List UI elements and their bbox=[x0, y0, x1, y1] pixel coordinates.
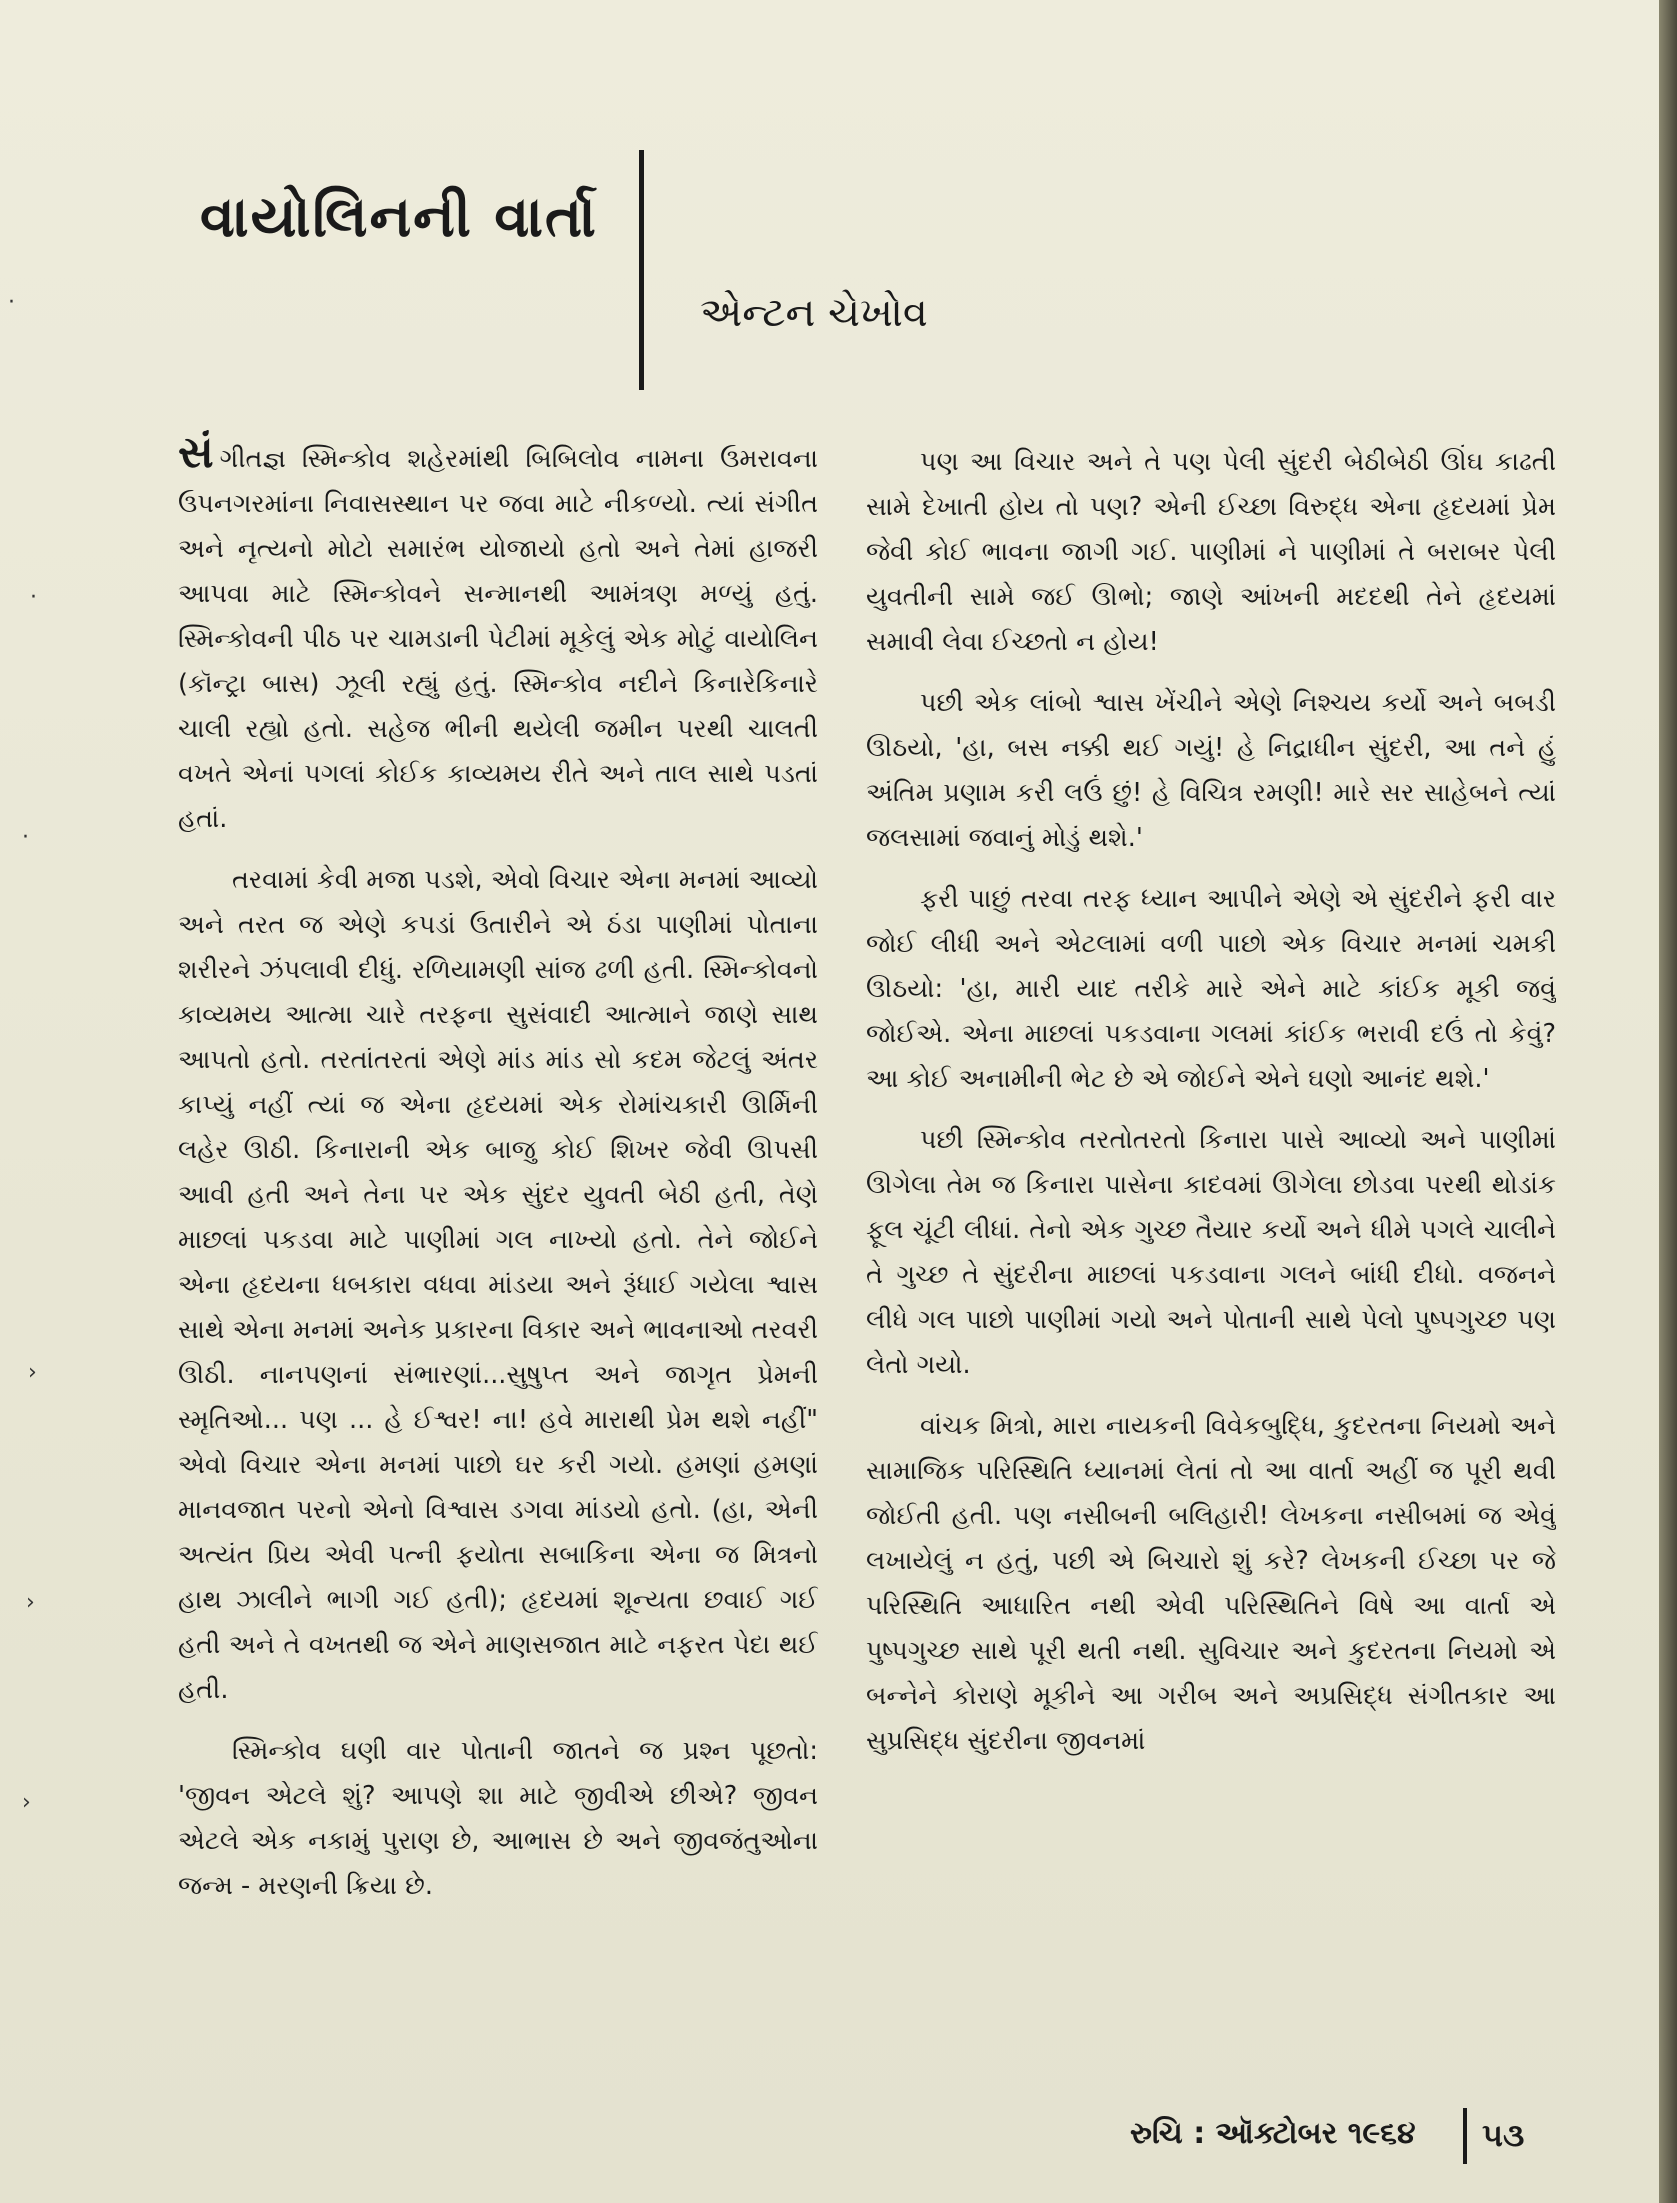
page-number: ૫૩ bbox=[1482, 2116, 1525, 2154]
left-column bbox=[178, 430, 818, 2050]
paragraph: તરવામાં કેવી મજા પડશે, એવો વિચાર એના મનમાં આવ્યો અને તરત જ એણે કપડાં ઉતારીને એ ઠંડા પાણીમાં પોતાના શરીરને ઝંપલાવી દીધું. રળિયામણી સાંજ ઢળી હતી. સ્મિન્કોવનો કાવ્યમય આત્મા ચારે તરફના સુસંવાદી આત્માને જાણે સાથ આપતો હતો. તરતાંતરતાં એણે માંડ માંડ સો કદમ જેટલું અંતર કાપ્યું નહીં ત્યાં જ એના હૃદયમાં એક રોમાંચકારી ઊર્મિની લહેર ઊઠી. કિનારાની એક બાજુ કોઈ શિખર જેવી ઊપસી આવી હતી અને તેના પર એક સુંદર યુવતી બેઠી હતી, તેણે માછલાં પકડવા માટે પાણીમાં ગલ નાખ્યો હતો. તેને જોઈને એના હૃદયના ધબકારા વધવા માંડયા અને રૂંધાઈ ગયેલા શ્વાસ સાથે એના મનમાં અનેક પ્રકારના વિકાર અને ભાવનાઓ તરવરી ઊઠી. નાનપણનાં સંભારણાં...સુષુપ્ત અને જાગૃત પ્રેમની સ્મૃતિઓ... પણ ... હે ઈશ્વર! ના! હવે મારાથી પ્રેમ થશે નહીં" એવો વિચાર એના મનમાં પાછો ઘર કરી ગયો. હમણાં હમણાં માનવજાત પરનો એનો વિશ્વાસ ડગવા માંડયો હતો. (હા, એની અત્યંત પ્રિય એવી પત્ની ફયોતા સબાકિના એના જ મિત્રનો હાથ ઝાલીને ભાગી ગઈ હતી); હૃદયમાં શૂન્યતા છવાઈ ગઈ હતી અને તે વખતથી જ એને માણસજાત માટે નફરત પેદા થઈ હતી. bbox=[178, 865, 818, 1705]
binding-mark: · bbox=[8, 290, 15, 315]
paragraph: ફરી પાછું તરવા તરફ ધ્યાન આપીને એણે એ સુંદરીને ફરી વાર જોઈ લીધી અને એટલામાં વળી પાછો એક વિચાર મનમાં ચમકી ઊઠયો: 'હા, મારી યાદ તરીકે મારે એને માટે કાંઈક મૂકી જવું જોઈએ. એના માછલાં પકડવાના ગલમાં કાંઈક ભરાવી દઉં તો કેવું? આ કોઈ અનામીની ભેટ છે એ જોઈને એને ઘણો આનંદ થશે.' bbox=[866, 884, 1556, 1094]
binding-mark: · bbox=[30, 585, 37, 610]
paragraph: સ્મિન્કોવ ઘણી વાર પોતાની જાતને જ પ્રશ્ન પૂછતો: 'જીવન એટલે શું? આપણે શા માટે જીવીએ છીએ? જીવન એટલે એક નકામું પુરાણ છે, આભાસ છે અને જીવજંતુઓના જન્મ - મરણની ક્રિયા છે. bbox=[178, 1736, 818, 1901]
title-divider bbox=[639, 150, 644, 390]
paragraph: વાંચક મિત્રો, મારા નાયકની વિવેકબુદ્ધિ, કુદરતના નિયમો અને સામાજિક પરિસ્થિતિ ધ્યાનમાં લેતાં તો આ વાર્તા અહીં જ પૂરી થવી જોઈતી હતી. પણ નસીબની બલિહારી! લેખકના નસીબમાં જ એવું લખાયેલું ન હતું, પછી એ બિચારો શું કરે? લેખકની ઈચ્છા પર જે પરિસ્થિતિ આધારિત નથી એવી પરિસ્થિતિને વિષે આ વાર્તા એ પુષ્પગુચ્છ સાથે પૂરી થતી નથી. સુવિચાર અને કુદરતના નિયમો એ બન્નેને કોરાણે મૂકીને આ ગરીબ અને અપ્રસિદ્ધ સંગીતકાર આ સુપ્રસિદ્ધ સુંદરીના જીવનમાં bbox=[866, 1411, 1556, 1756]
paragraph: પણ આ વિચાર અને તે પણ પેલી સુંદરી બેઠીબેઠી ઊંઘ કાઢતી સામે દેખાતી હોય તો પણ? એની ઈચ્છા વિરુદ્ધ એના હૃદયમાં પ્રેમ જેવી કોઈ ભાવના જાગી ગઈ. પાણીમાં ને પાણીમાં તે બરાબર પેલી યુવતીની સામે જઈ ઊભો; જાણે આંખની મદદથી તેને હૃદયમાં સમાવી લેવા ઈચ્છતો ન હોય! bbox=[866, 447, 1556, 657]
binding-mark: › bbox=[22, 1790, 31, 1815]
page-binding-edge bbox=[1659, 0, 1677, 2203]
paragraph: પછી એક લાંબો શ્વાસ ખેંચીને એણે નિશ્ચય કર્યો અને બબડી ઊઠયો, 'હા, બસ નક્કી થઈ ગયું! હે નિદ્રાધીન સુંદરી, આ તને હું અંતિમ પ્રણામ કરી લઉં છું! હે વિચિત્ર રમણી! મારે સર સાહેબને ત્યાં જલસામાં જવાનું મોડું થશે.' bbox=[866, 688, 1556, 853]
binding-mark: · bbox=[22, 825, 29, 850]
drop-cap: સં bbox=[178, 430, 214, 478]
page-footer bbox=[1130, 2108, 1560, 2168]
binding-mark: › bbox=[26, 1590, 35, 1615]
footer-divider bbox=[1463, 2108, 1467, 2164]
article-author: એન્ટન ચેખોવ bbox=[700, 290, 928, 336]
paragraph: પછી સ્મિન્કોવ તરતોતરતો કિનારા પાસે આવ્યો અને પાણીમાં ઊગેલા તેમ જ કિનારા પાસેના કાદવમાં ઊગેલા છોડવા પરથી થોડાંક ફૂલ ચૂંટી લીધાં. તેનો એક ગુચ્છ તૈયાર કર્યો અને ધીમે પગલે ચાલીને તે ગુચ્છ તે સુંદરીના માછલાં પકડવાના ગલને બાંધી દીધો. વજનને લીધે ગલ પાછો પાણીમાં ગયો અને પોતાની સાથે પેલો પુષ્પગુચ્છ પણ લેતો ગયો. bbox=[866, 1125, 1556, 1380]
binding-mark: › bbox=[28, 1360, 37, 1385]
paragraph-text: ગીતજ્ઞ સ્મિન્કોવ શહેરમાંથી બિબિલોવ નામના ઉમરાવના ઉપનગરમાંના નિવાસસ્થાન પર જવા માટે નીકળ્યો. ત્યાં સંગીત અને નૃત્યનો મોટો સમારંભ યોજાયો હતો અને તેમાં હાજરી આપવા માટે સ્મિન્કોવને સન્માનથી આમંત્રણ મળ્યું હતું. સ્મિન્કોવની પીઠ પર ચામડાની પેટીમાં મૂકેલું એક મોટું વાયોલિન (કૉન્ટ્રા બાસ) ઝૂલી રહ્યું હતું. સ્મિન્કોવ નદીને કિનારેકિનારે ચાલી રહ્યો હતો. સહેજ ભીની થયેલી જમીન પરથી ચાલતી વખતે એનાં પગલાં કોઈક કાવ્યમય રીતે અને તાલ સાથે પડતાં હતાં. bbox=[178, 444, 818, 834]
paragraph bbox=[178, 430, 818, 842]
issue-label: રુચિ : ઑક્ટોબર ૧૯૬૪ bbox=[1130, 2116, 1416, 2151]
right-column bbox=[866, 440, 1556, 2040]
article-title: વાયોલિનની વાર્તા bbox=[200, 185, 598, 250]
